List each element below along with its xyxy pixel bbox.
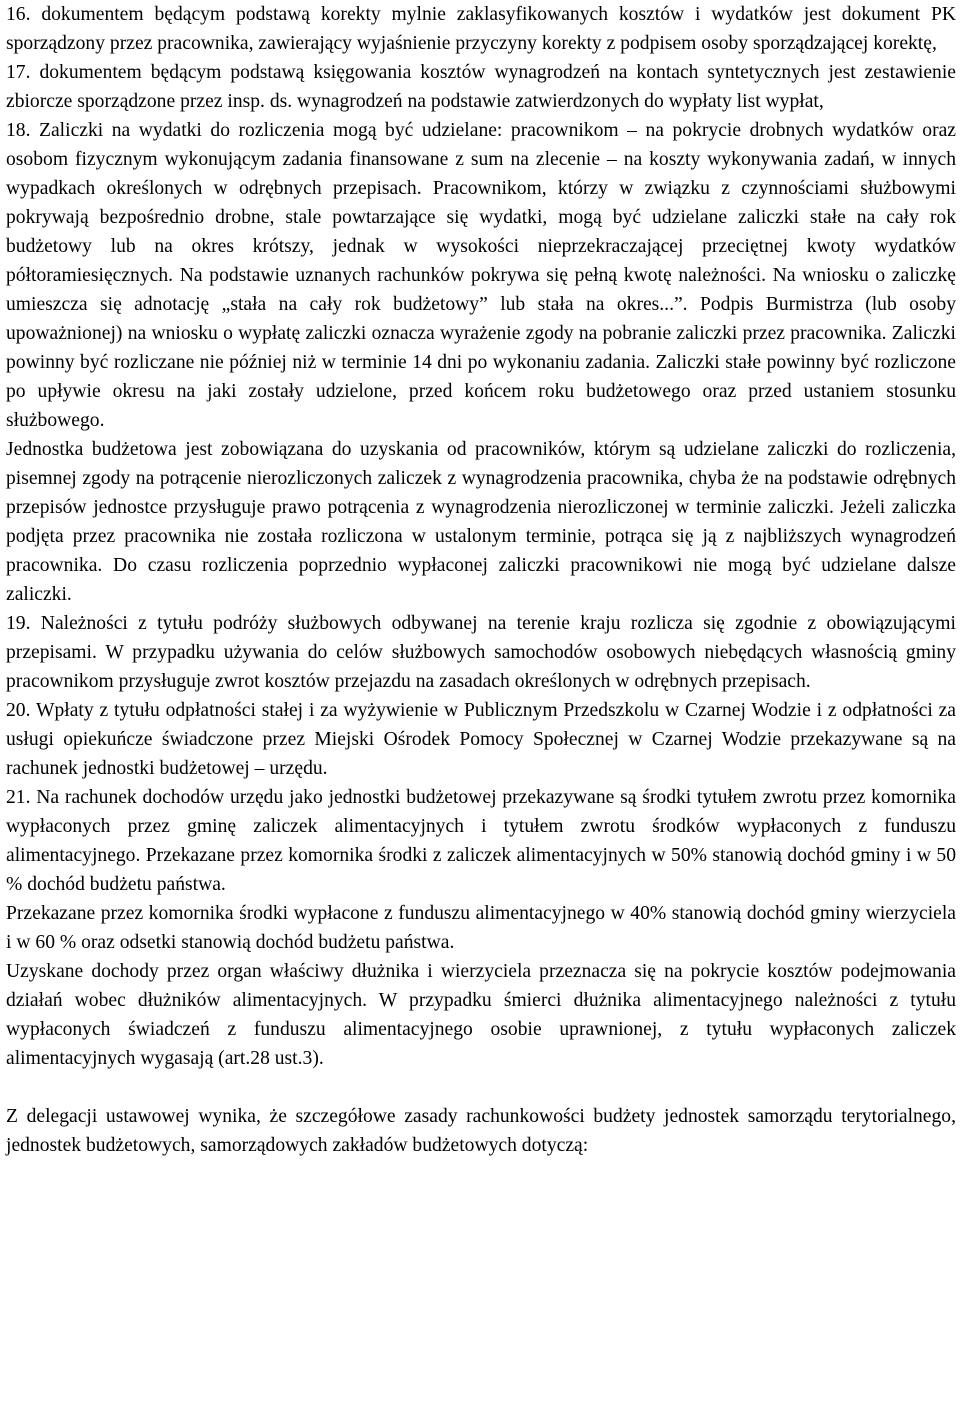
- paragraph-item-16: 16. dokumentem będącym podstawą korekty mylnie zaklasyfikowanych kosztów i wydatków jest dokument PK sporządzony przez pracownika, zawierający wyjaśnienie przyczyny korekty z podpisem osoby sporządzającej korektę,: [6, 4, 956, 54]
- paragraph-item-21: 21. Na rachunek dochodów urzędu jako jednostki budżetowej przekazywane są środki tytułem zwrotu przez komornika wypłaconych przez gminę zaliczek alimentacyjnych i tytułem zwrotu środków wypłaconych z funduszu alimentacyjnego. Przekazane przez komornika środki z zaliczek alimentacyjnych w 50% stanowią dochód gminy i w 50 % dochód budżetu państwa.: [6, 787, 956, 895]
- paragraph-alimony-fund: Przekazane przez komornika środki wypłacone z funduszu alimentacyjnego w 40% stanowią dochód gminy wierzyciela i w 60 % oraz odsetki stanowią dochód budżetu państwa.: [6, 903, 956, 953]
- paragraph-item-19: 19. Należności z tytułu podróży służbowych odbywanej na terenie kraju rozlicza się zgodnie z obowiązującymi przepisami. W przypadku używania do celów służbowych samochodów osobowych niebędących własnością gminy pracownikom przysługuje zwrot kosztów przejazdu na zasadach określonych w odrębnych przepisach.: [6, 613, 956, 692]
- paragraph-debtor-income: Uzyskane dochody przez organ właściwy dłużnika i wierzyciela przeznacza się na pokrycie kosztów podejmowania działań wobec dłużników alimentacyjnych. W przypadku śmierci dłużnika alimentacyjnego należności z tytułu wypłaconych świadczeń z funduszu alimentacyjnego osobie uprawnionej, z tytułu wypłaconych zaliczek alimentacyjnych wygasają (art.28 ust.3).: [6, 961, 956, 1069]
- paragraph-spacer: [6, 1073, 956, 1102]
- paragraph-item-20: 20. Wpłaty z tytułu odpłatności stałej i za wyżywienie w Publicznym Przedszkolu w Czarnej Wodzie i z odpłatności za usługi opiekuńcze świadczone przez Miejski Ośrodek Pomocy Społecznej w Czarnej Wodzie przekazywane są na rachunek jednostki budżetowej – urzędu.: [6, 700, 956, 779]
- paragraph-advance-settlement: Jednostka budżetowa jest zobowiązana do uzyskania od pracowników, którym są udzielane zaliczki do rozliczenia, pisemnej zgody na potrącenie nierozliczonych zaliczek z wynagrodzenia pracownika, chyba że na podstawie odrębnych przepisów jednostce przysługuje prawo potrącenia z wynagrodzenia nierozliczonej w terminie zaliczki. Jeżeli zaliczka podjęta przez pracownika nie została rozliczona w ustalonym terminie, potrąca się ją z najbliższych wynagrodzeń pracownika. Do czasu rozliczenia poprzednio wypłaconej zaliczki pracownikowi nie mogą być udzielane dalsze zaliczki.: [6, 439, 956, 605]
- paragraph-item-17: 17. dokumentem będącym podstawą księgowania kosztów wynagrodzeń na kontach syntetycznych jest zestawienie zbiorcze sporządzone przez insp. ds. wynagrodzeń na podstawie zatwierdzonych do wypłaty list wypłat,: [6, 62, 956, 112]
- paragraph-item-18: 18. Zaliczki na wydatki do rozliczenia mogą być udzielane: pracownikom – na pokrycie drobnych wydatków oraz osobom fizycznym wykonującym zadania finansowane z sum na zlecenie – na koszty wykonywania zadań, w innych wypadkach określonych w odrębnych przepisach. Pracownikom, którzy w związku z czynnościami służbowymi pokrywają bezpośrednio drobne, stale powtarzające się wydatki, mogą być udzielane zaliczki stałe na cały rok budżetowy lub na okres krótszy, jednak w wysokości nieprzekraczającej przeciętnej kwoty wydatków półtoramiesięcznych. Na podstawie uznanych rachunków pokrywa się pełną kwotę należności. Na wniosku o zaliczkę umieszcza się adnotację „stała na cały rok budżetowy” lub stała na okres...”. Podpis Burmistrza (lub osoby upoważnionej) na wniosku o wypłatę zaliczki oznacza wyrażenie zgody na pobranie zaliczki przez pracownika. Zaliczki powinny być rozliczane nie później niż w terminie 14 dni po wykonaniu zadania. Zaliczki stałe powinny być rozliczone po upływie okresu na jaki zostały udzielone, przed końcem roku budżetowego oraz przed ustaniem stosunku służbowego.: [6, 120, 956, 431]
- paragraph-statutory-delegation: Z delegacji ustawowej wynika, że szczegółowe zasady rachunkowości budżety jednostek samorządu terytorialnego, jednostek budżetowych, samorządowych zakładów budżetowych dotyczą:: [6, 1106, 956, 1156]
- document-page: [6, 0, 956, 1160]
